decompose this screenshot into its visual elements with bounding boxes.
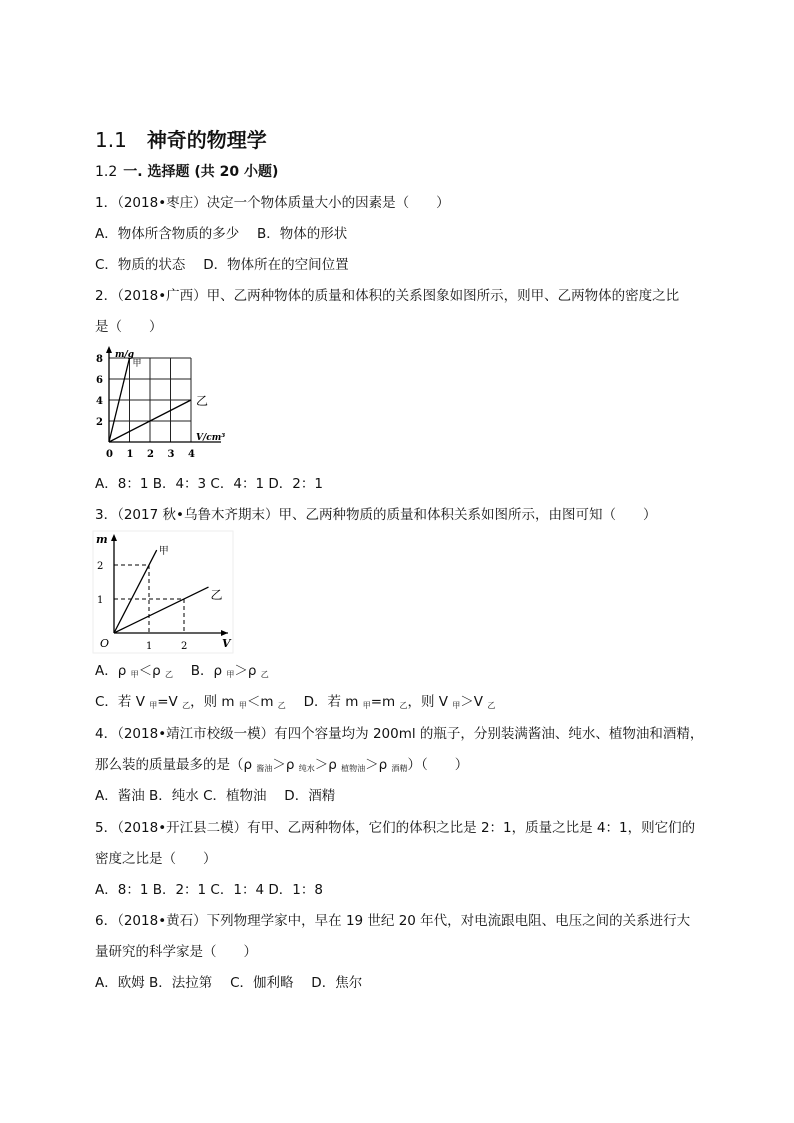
q3-options-cd: C．若 V $_甲$=V $_乙$，则 m $_甲$＜m $_乙$ D．若 m $_甲$=m $_乙$，则 V $_甲$＞V $_乙$ [95,694,496,710]
series-label-jia: 甲 [132,359,142,369]
q1-options-cd: C．物质的状态 D．物体所在的空间位置 [95,257,349,273]
y-tick-label: 2 [97,561,104,572]
section-heading [95,161,278,181]
chapter-heading [95,124,267,153]
q6-stem-line1: 6．（2018•黄石）下列物理学家中，早在 19 世纪 20 年代，对电流跟电阻、电压之间的关系进行大 [95,913,691,929]
q1-stem: 1．（2018•枣庄）决定一个物体质量大小的因素是（ ） [95,195,450,211]
q2-options: A．8：1 B．4：3 C．4：1 D．2：1 [95,476,323,492]
x-tick-label: 3 [167,449,175,460]
section-title: 一. 选择题 (共 20 小题) [123,164,279,180]
section-number: 1.2 [95,164,118,180]
y-tick-label: 4 [96,396,103,407]
heading-title: 神奇的物理学 [146,128,267,152]
x-tick-label: 1 [126,449,134,460]
series-label-jia: 甲 [158,546,169,558]
q2-stem-line2: 是（ ） [95,319,163,335]
q4-options: A．酱油 B．纯水 C．植物油 D．酒精 [95,788,336,804]
series-label-yi: 乙 [210,588,223,603]
q5-stem-line1: 5．（2018•开江县二模）有甲、乙两种物体，它们的体积之比是 2：1，质量之比是 4：1，则它们的 [95,820,696,836]
y-axis-arrow [106,346,112,353]
q3-stem: 3．（2017 秋•乌鲁木齐期末）甲、乙两种物质的质量和体积关系如图所示，由图可知（ ） [95,507,657,523]
q3-mass-volume-chart [92,530,237,656]
x-axis-label: V [222,637,231,650]
q1-options-ab: A．物体所含物质的多少 B．物体的形状 [95,226,348,242]
y-tick-label: 2 [96,417,103,428]
y-tick-label: 6 [96,375,103,386]
y-axis-arrow [111,534,117,541]
q2-chart-plot [96,346,225,460]
x-tick-label: 0 [106,449,113,460]
x-tick-label: 2 [181,641,188,652]
q5-options: A．8：1 B．2：1 C．1：4 D．1：8 [95,882,323,898]
x-axis-arrow [221,630,228,636]
q4-stem-line1: 4．（2018•靖江市校级一模）有四个容量均为 200ml 的瓶子，分别装满酱油、纯水、植物油和酒精， [95,726,704,742]
heading-number: 1.1 [95,128,127,152]
y-tick-label: 8 [96,354,103,365]
series-line-jia [114,550,157,633]
q2-mass-volume-chart [92,343,242,468]
q3-chart-plot [93,531,233,653]
origin-label: O [100,637,110,650]
q2-stem-line1: 2．（2018•广西）甲、乙两种物体的质量和体积的关系图象如图所示，则甲、乙两物体的密度之比 [95,288,680,304]
q4-stem-line2: 那么装的质量最多的是（ρ $_{酱油}$＞ρ $_{纯水}$＞ρ $_{植物油}$＞ρ $_{酒精}$）（ ） [95,757,469,773]
q6-options: A．欧姆 B．法拉第 C．伽利略 D．焦尔 [95,975,363,991]
q5-stem-line2: 密度之比是（ ） [95,851,217,867]
x-axis-label: V/cm³ [196,433,226,443]
y-tick-label: 1 [97,595,104,606]
x-tick-label: 2 [147,449,154,460]
series-line-yi [114,587,209,633]
x-tick-label: 4 [188,449,195,460]
q6-stem-line2: 量研究的科学家是（ ） [95,944,257,960]
y-axis-label: m/g [115,350,135,360]
y-axis-label: m [96,533,108,546]
series-label-yi: 乙 [196,394,209,408]
x-tick-label: 1 [146,641,153,652]
q3-options-ab: A．ρ $_甲$＜ρ $_乙$ B．ρ $_甲$＞ρ $_乙$ [95,663,269,679]
